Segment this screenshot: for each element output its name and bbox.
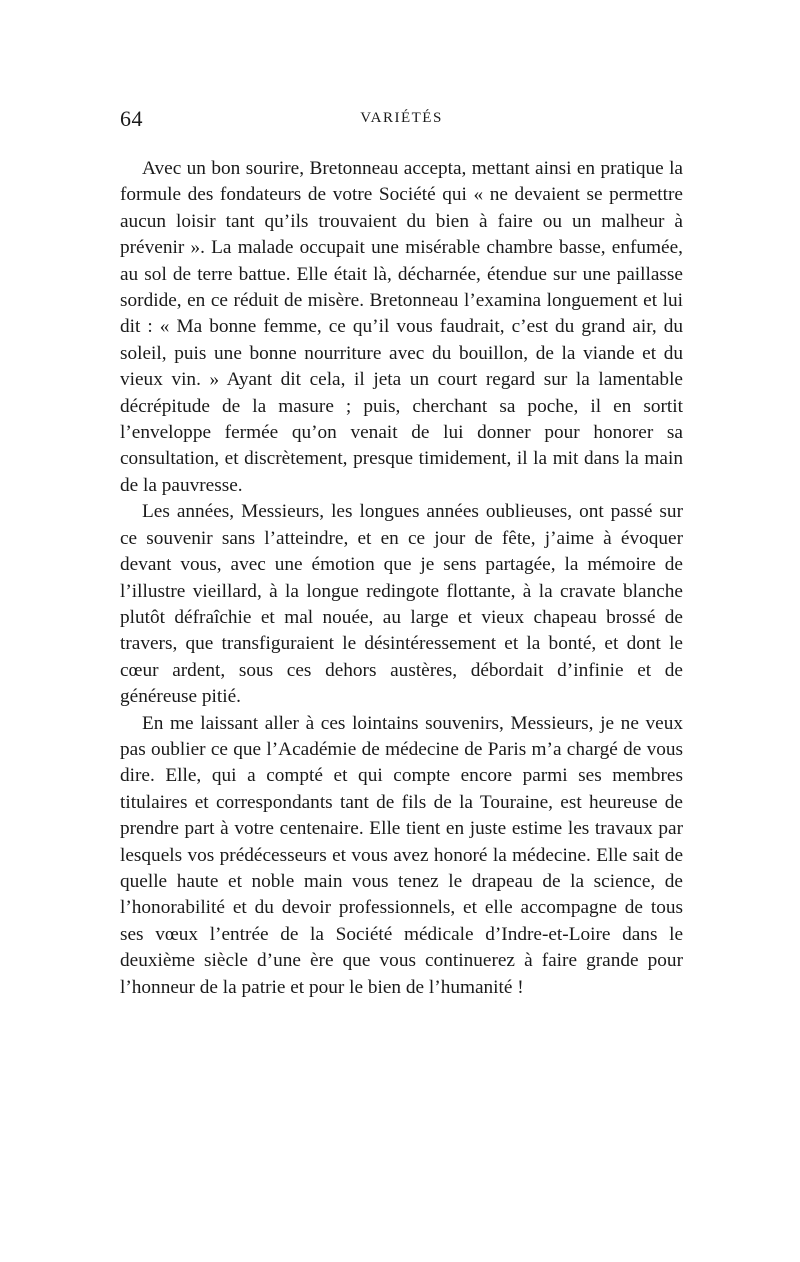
page-number: 64 [120, 106, 143, 131]
page-header [120, 106, 683, 146]
paragraph-1: Avec un bon sourire, Bretonneau accepta, mettant ainsi en pratique la formule des fondateurs de votre Société qui « ne devaient se permettre aucun loisir tant qu’ils trouvaient du bien à faire ou un malheur à prévenir ». La malade occupait une misérable chambre basse, enfumée, au sol de terre battue. Elle était là, décharnée, étendue sur une paillasse sordide, en ce réduit de misère. Bretonneau l’examina longuement et lui dit : « Ma bonne femme, ce qu’il vous faudrait, c’est du grand air, du soleil, puis une bonne nourriture avec du bouillon, de la viande et du vieux vin. » Ayant dit cela, il jeta un court regard sur la lamentable décrépitude de la masure ; puis, cherchant sa poche, il en sortit l’enveloppe fermée qu’on venait de lui donner pour honorer sa consultation, et discrètement, presque timidement, il la mit dans la main de la pauvresse. [120, 158, 683, 496]
paragraph-2: Les années, Messieurs, les longues années oublieuses, ont passé sur ce souvenir sans l’atteindre, et en ce jour de fête, j’aime à évoquer devant vous, avec une émotion que je sens partagée, la mémoire de l’illustre vieillard, à la longue redingote flottante, à la cravate blanche plutôt défraîchie et mal nouée, au large et vieux chapeau brossé de travers, que transfiguraient le désintéressement et la bonté, et dont le cœur ardent, sous ces dehors austères, débordait d’infinie et de généreuse pitié. [120, 501, 683, 708]
paragraph-3: En me laissant aller à ces lointains souvenirs, Messieurs, je ne veux pas oublier ce que l’Académie de médecine de Paris m’a chargé de vous dire. Elle, qui a compté et qui compte encore parmi ses membres titulaires et correspondants tant de fils de la Touraine, est heureuse de prendre part à votre centenaire. Elle tient en juste estime les travaux par lesquels vos prédécesseurs et vous avez honoré la médecine. Elle sait de quelle haute et noble main vous tenez le drapeau de la science, de l’honorabilité et du devoir professionnels, et elle accompagne de tous ses vœux l’entrée de la Société médicale d’Indre-et-Loire dans le deuxième siècle d’une ère que vous continuerez à faire grande pour l’honneur de la patrie et pour le bien de l’humanité ! [120, 712, 683, 998]
running-head: VARIÉTÉS [360, 110, 443, 126]
book-page [120, 106, 683, 1001]
body-text [120, 156, 683, 1001]
